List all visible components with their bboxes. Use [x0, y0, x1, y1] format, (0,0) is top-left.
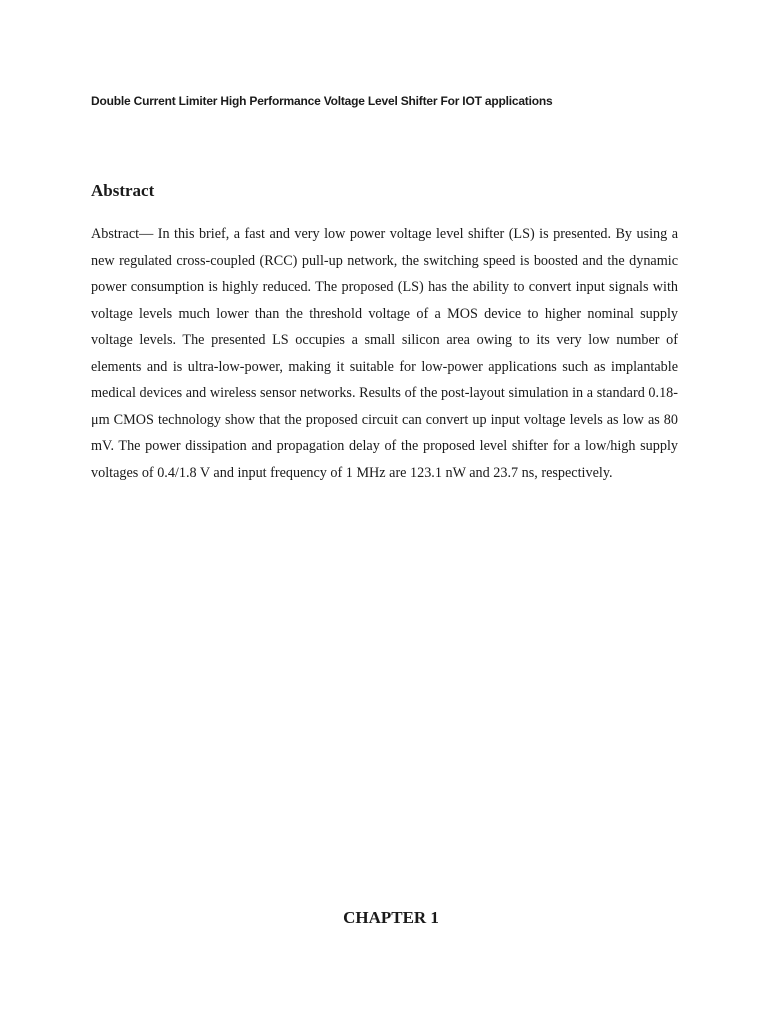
- abstract-heading: Abstract: [91, 181, 155, 200]
- document-title: Double Current Limiter High Performance Voltage Level Shifter For IOT applications: [91, 94, 553, 108]
- abstract-paragraph: Abstract— In this brief, a fast and very low power voltage level shifter (LS) is presented. By using a new regulated cross-coupled (RCC) pull-up network, the switching speed is boosted and the dynamic power consumption is highly reduced. The proposed (LS) has the ability to convert input signals with voltage levels much lower than the threshold voltage of a MOS device to higher nominal supply voltage levels. The presented LS occupies a small silicon area owing to its very low number of elements and is ultra-low-power, making it suitable for low-power applications such as implantable medical devices and wireless sensor networks. Results of the post-layout simulation in a standard 0.18-μm CMOS technology show that the proposed circuit can convert up input voltage levels as low as 80 mV. The power dissipation and propagation delay of the proposed level shifter for a low/high supply voltages of 0.4/1.8 V and input frequency of 1 MHz are 123.1 nW and 23.7 ns, respectively.: [91, 226, 678, 481]
- chapter-heading: CHAPTER 1: [343, 908, 439, 927]
